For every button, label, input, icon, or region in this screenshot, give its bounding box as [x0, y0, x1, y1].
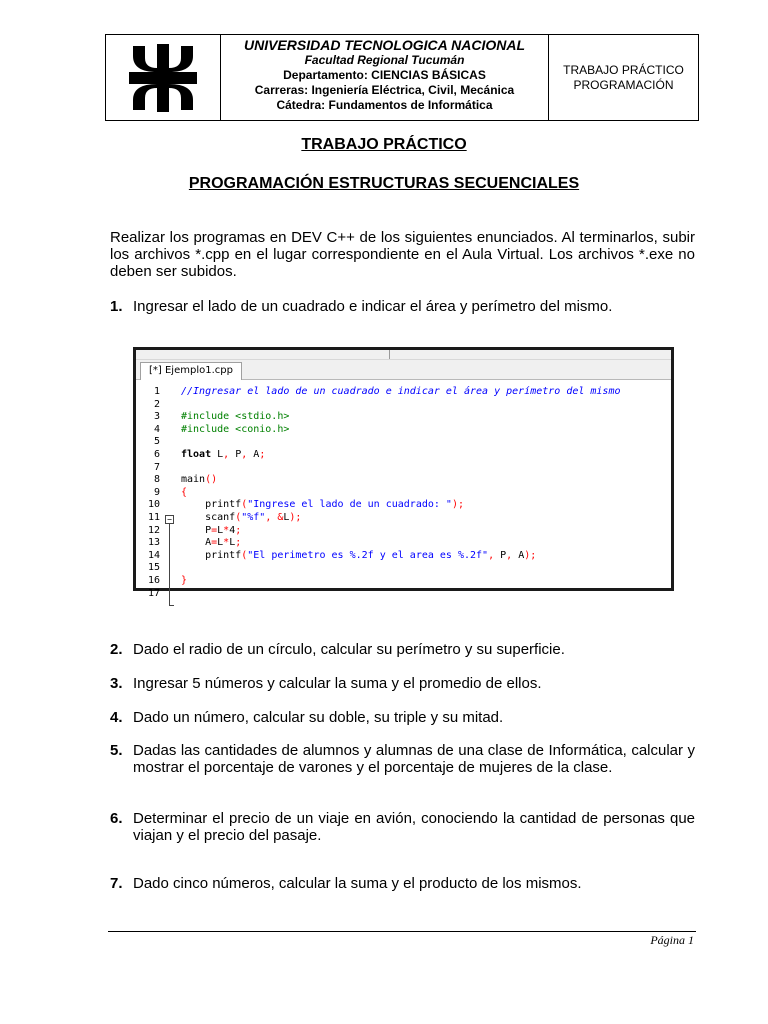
line-number: 13 [147, 537, 160, 549]
editor-toolbar [136, 350, 671, 360]
code-text: #include <stdio.h> [181, 411, 290, 423]
intro-paragraph: Realizar los programas en DEV C++ de los siguientes enunciados. Al terminarlos, subir los archivos *.cpp en el lugar correspondiente en el Aula Virtual. Los archivos *.exe no deben ser subidos. [110, 229, 695, 280]
document-header [105, 34, 699, 121]
item-number: 7. [110, 875, 123, 892]
line-number: 6 [153, 449, 160, 460]
tp-subject: PROGRAMACIÓN [573, 77, 674, 92]
line-number: 12 [147, 524, 160, 536]
utn-logo [127, 42, 199, 114]
line-number: 9 [153, 486, 160, 498]
list-item [110, 298, 695, 315]
item-number: 3. [110, 675, 123, 692]
item-text: Determinar el precio de un viaje en avión, conociendo la cantidad de personas que viajan y el precio del pasaje. [133, 810, 695, 844]
faculty-name: Facultad Regional Tucumán [304, 53, 465, 67]
tp-label: TRABAJO PRÁCTICO [563, 62, 684, 77]
item-text: Dado el radio de un círculo, calcular su perímetro y su superficie. [133, 641, 565, 658]
line-number: 17 [147, 587, 160, 599]
line-number: 16 [147, 575, 160, 586]
line-number: 1 [153, 386, 160, 397]
code-text: A=L*L; [181, 537, 242, 549]
chair: Cátedra: Fundamentos de Informática [276, 98, 493, 112]
line-number: 15 [147, 562, 160, 574]
page-title: TRABAJO PRÁCTICO [301, 136, 467, 153]
line-number: 11 [147, 512, 160, 523]
line-number: 4 [153, 423, 160, 435]
code-text: #include <conio.h> [181, 423, 290, 435]
list-item [110, 709, 695, 726]
list-item [110, 875, 695, 892]
list-item [110, 675, 695, 692]
item-text: Dado cinco números, calcular la suma y el producto de los mismos. [133, 875, 582, 892]
university-name: UNIVERSIDAD TECNOLOGICA NACIONAL [243, 37, 526, 53]
list-item [110, 742, 695, 776]
line-number: 10 [147, 499, 160, 511]
code-text: scanf("%f", &L); [181, 512, 302, 523]
department: Departamento: CIENCIAS BÁSICAS [283, 68, 486, 82]
page-number: Página 1 [650, 933, 694, 947]
item-number: 6. [110, 810, 123, 827]
item-text: Dado un número, calcular su doble, su triple y su mitad. [133, 709, 504, 726]
item-number: 4. [110, 709, 123, 726]
item-text: Ingresar el lado de un cuadrado e indicar el área y perímetro del mismo. [133, 298, 613, 315]
page-subtitle: PROGRAMACIÓN ESTRUCTURAS SECUENCIALES [188, 175, 580, 192]
item-number: 5. [110, 742, 123, 759]
line-number: 5 [153, 436, 160, 448]
header-tp [549, 35, 698, 120]
code-text: main() [181, 474, 218, 486]
editor-tab-bar [136, 360, 671, 380]
fold-toggle-icon: − [165, 515, 174, 524]
line-number: 2 [153, 398, 160, 410]
footer-divider [108, 931, 696, 932]
line-number: 8 [153, 474, 160, 486]
careers: Carreras: Ingeniería Eléctrica, Civil, Mecánica [254, 83, 515, 97]
list-item [110, 641, 695, 658]
code-editor-screenshot [133, 347, 674, 599]
item-number: 2. [110, 641, 123, 658]
item-number: 1. [110, 298, 123, 315]
list-item [110, 810, 695, 844]
logo-cell [106, 35, 221, 120]
code-text: printf("Ingrese el lado de un cuadrado: "); [181, 499, 464, 511]
code-text: P=L*4; [181, 524, 242, 536]
item-text: Ingresar 5 números y calcular la suma y el promedio de ellos. [133, 675, 542, 692]
header-info [221, 35, 549, 120]
line-number: 3 [153, 411, 160, 423]
code-text: float L, P, A; [181, 449, 266, 460]
code-text: //Ingresar el lado de un cuadrado e indicar el área y perímetro del mismo [181, 386, 621, 397]
line-number: 14 [147, 549, 160, 561]
code-text: } [181, 575, 188, 586]
code-text: printf("El perimetro es %.2f y el area es %.2f", P, A); [181, 549, 537, 561]
code-text: { [181, 486, 188, 498]
file-tab: [*] Ejemplo1.cpp [140, 362, 242, 380]
item-text: Dadas las cantidades de alumnos y alumnas de una clase de Informática, calcular y mostrar el porcentaje de varones y el porcentaje de mujeres de la clase. [133, 742, 695, 776]
line-number: 7 [153, 461, 160, 473]
